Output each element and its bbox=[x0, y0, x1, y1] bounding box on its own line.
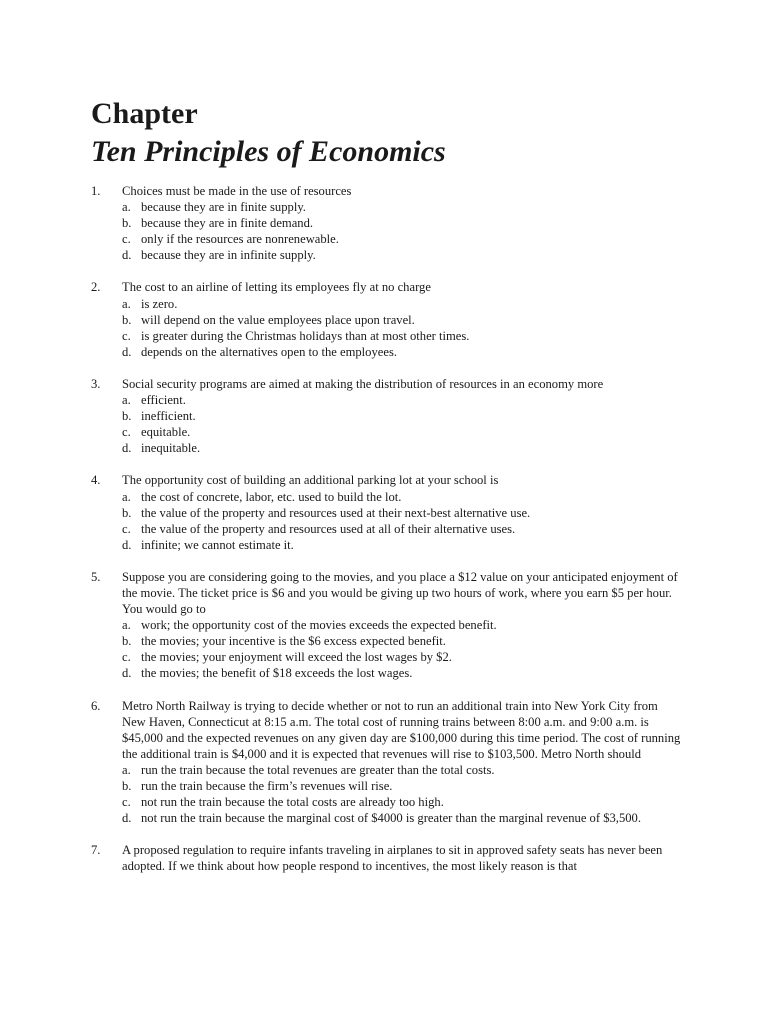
option-letter: b. bbox=[122, 216, 132, 231]
option-letter: c. bbox=[122, 650, 131, 665]
option-letter: d. bbox=[122, 344, 132, 359]
answer-options bbox=[0, 489, 768, 553]
option-text: because they are in finite demand. bbox=[141, 216, 314, 231]
option-letter: c. bbox=[122, 425, 131, 440]
question-3 bbox=[0, 376, 768, 456]
answer-option bbox=[122, 649, 682, 665]
option-letter: d. bbox=[122, 441, 132, 456]
option-text: inefficient. bbox=[141, 409, 196, 424]
answer-option bbox=[122, 440, 682, 456]
answer-option bbox=[122, 392, 682, 408]
option-text: not run the train because the marginal cost of $4000 is greater than the marginal revenue of $3,500. bbox=[141, 811, 641, 826]
answer-option bbox=[122, 489, 682, 505]
option-letter: d. bbox=[122, 248, 132, 263]
option-text: run the train because the total revenues are greater than the total costs. bbox=[141, 762, 495, 777]
option-text: the movies; your enjoyment will exceed the lost wages by $2. bbox=[141, 650, 452, 665]
chapter-title: Ten Principles of Economics bbox=[91, 135, 446, 168]
option-text: the value of the property and resources used at all of their alternative uses. bbox=[141, 521, 516, 536]
question-number: 7. bbox=[91, 843, 101, 858]
option-text: the movies; the benefit of $18 exceeds the lost wages. bbox=[141, 666, 413, 681]
option-letter: a. bbox=[122, 393, 131, 408]
option-text: is greater during the Christmas holidays than at most other times. bbox=[141, 328, 470, 343]
question-stem: The cost to an airline of letting its employees fly at no charge bbox=[122, 280, 431, 295]
question-2 bbox=[0, 279, 768, 359]
question-stem: Choices must be made in the use of resources bbox=[122, 184, 352, 198]
answer-option bbox=[122, 215, 682, 231]
answer-option bbox=[122, 665, 682, 681]
option-text: only if the resources are nonrenewable. bbox=[141, 232, 339, 247]
answer-options bbox=[0, 617, 768, 681]
option-text: will depend on the value employees place upon travel. bbox=[141, 312, 415, 327]
question-stem: Suppose you are considering going to the movies, and you place a $12 value on your anticipated enjoyment of the movie. The ticket price is $6 and you would be giving up two hours of work, where you earn $5 per hour. You would go to bbox=[122, 569, 678, 617]
answer-option bbox=[122, 810, 682, 826]
option-letter: c. bbox=[122, 328, 131, 343]
chapter-label: Chapter bbox=[91, 97, 198, 130]
answer-option bbox=[122, 231, 682, 247]
answer-option bbox=[122, 424, 682, 440]
option-text: depends on the alternatives open to the employees. bbox=[141, 344, 397, 359]
option-text: infinite; we cannot estimate it. bbox=[141, 537, 294, 552]
question-stem: Metro North Railway is trying to decide whether or not to run an additional train into New York City from New Haven, Connecticut at 8:15 a.m. The total cost of running trains between 8:00 a.m. and 9:00 a.m. is $45,000 and the expected revenues on any given day are $100,000 during this time period. The cost of running the additional train is $4,000 and it is expected that revenues will rise to $103,500. Metro North should bbox=[122, 698, 681, 761]
option-text: is zero. bbox=[141, 296, 178, 311]
answer-option bbox=[122, 505, 682, 521]
question-6 bbox=[0, 698, 768, 827]
answer-option bbox=[122, 247, 682, 263]
option-letter: c. bbox=[122, 521, 131, 536]
question-number: 3. bbox=[91, 376, 101, 391]
question-stem: A proposed regulation to require infants traveling in airplanes to sit in approved safety seats has never been adopted. If we think about how people respond to incentives, the most likely reason is that bbox=[122, 843, 663, 874]
option-text: work; the opportunity cost of the movies exceeds the expected benefit. bbox=[141, 618, 497, 633]
option-letter: a. bbox=[122, 618, 131, 633]
answer-option bbox=[122, 408, 682, 424]
question-1 bbox=[0, 183, 768, 263]
question-number: 4. bbox=[91, 473, 101, 488]
option-letter: c. bbox=[122, 795, 131, 810]
question-stem: Social security programs are aimed at making the distribution of resources in an economy more bbox=[122, 376, 604, 391]
answer-option bbox=[122, 762, 682, 778]
question-stem: The opportunity cost of building an additional parking lot at your school is bbox=[122, 473, 499, 488]
option-text: the value of the property and resources used at their next-best alternative use. bbox=[141, 505, 531, 520]
answer-option bbox=[122, 617, 682, 633]
question-4 bbox=[0, 472, 768, 552]
option-text: the movies; your incentive is the $6 excess expected benefit. bbox=[141, 634, 446, 649]
option-letter: a. bbox=[122, 200, 131, 215]
option-letter: d. bbox=[122, 666, 132, 681]
answer-option bbox=[122, 312, 682, 328]
answer-option bbox=[122, 199, 682, 215]
answer-option bbox=[122, 778, 682, 794]
option-text: efficient. bbox=[141, 393, 186, 408]
option-text: the cost of concrete, labor, etc. used to build the lot. bbox=[141, 489, 402, 504]
question-list bbox=[0, 183, 768, 890]
option-letter: b. bbox=[122, 779, 132, 793]
answer-option bbox=[122, 328, 682, 344]
option-letter: a. bbox=[122, 489, 131, 504]
question-number: 6. bbox=[91, 698, 101, 713]
option-text: because they are in finite supply. bbox=[141, 200, 306, 215]
question-number: 5. bbox=[91, 569, 101, 584]
option-letter: b. bbox=[122, 505, 132, 520]
question-5 bbox=[0, 569, 768, 682]
answer-option bbox=[122, 633, 682, 649]
answer-option bbox=[122, 537, 682, 553]
answer-option bbox=[122, 521, 682, 537]
question-number: 2. bbox=[91, 280, 101, 295]
option-text: not run the train because the total costs are already too high. bbox=[141, 795, 444, 810]
option-letter: b. bbox=[122, 409, 132, 424]
answer-options bbox=[0, 762, 768, 826]
option-letter: c. bbox=[122, 232, 131, 247]
option-letter: b. bbox=[122, 312, 132, 327]
question-number: 1. bbox=[91, 184, 101, 198]
question-7 bbox=[0, 842, 768, 874]
option-letter: b. bbox=[122, 634, 132, 649]
answer-options bbox=[0, 199, 768, 263]
option-letter: d. bbox=[122, 811, 132, 826]
option-letter: d. bbox=[122, 537, 132, 552]
answer-option bbox=[122, 296, 682, 312]
option-text: because they are in infinite supply. bbox=[141, 248, 316, 263]
answer-options bbox=[0, 392, 768, 456]
option-letter: a. bbox=[122, 296, 131, 311]
answer-option bbox=[122, 344, 682, 360]
option-text: run the train because the firm’s revenues will rise. bbox=[141, 779, 393, 793]
option-text: equitable. bbox=[141, 425, 191, 440]
option-text: inequitable. bbox=[141, 441, 201, 456]
answer-option bbox=[122, 794, 682, 810]
answer-options bbox=[0, 296, 768, 360]
option-letter: a. bbox=[122, 762, 131, 777]
